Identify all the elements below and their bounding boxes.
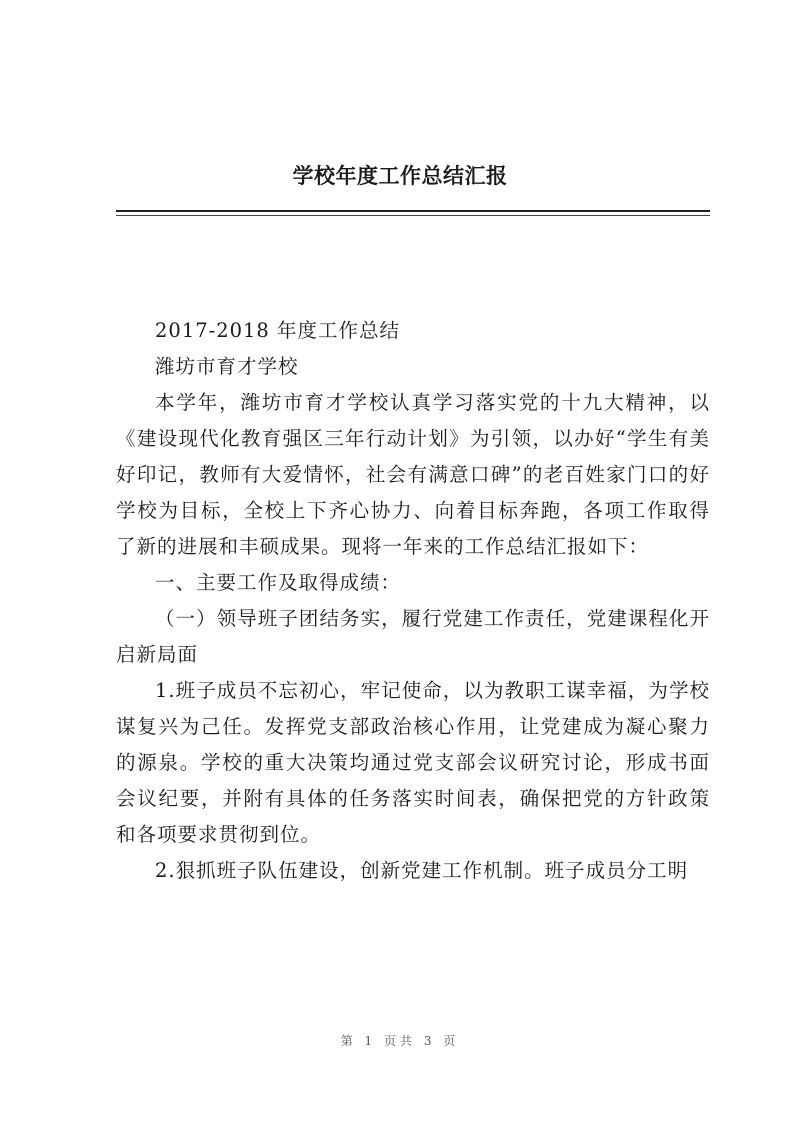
report-period-line: 2017-2018 年度工作总结 bbox=[155, 319, 401, 342]
intro-paragraph: 本学年，潍坊市育才学校认真学习落实党的十九大精神，以《建设现代化教育强区三年行动计划》为引领，以办好“学生有美好印记，教师有大爱情怀，社会有满意口碑”的老百姓家门口的好学校为目标，全校上下齐心协力、向着目标奔跑，各项工作取得了新的进展和丰硕成果。现将一年来的工作总结汇报如下： bbox=[116, 391, 710, 558]
title-underline-secondary bbox=[116, 215, 710, 216]
school-name-line: 潍坊市育才学校 bbox=[155, 355, 299, 378]
document-body bbox=[116, 313, 710, 889]
point-one-paragraph: 1.班子成员不忘初心，牢记使命，以为教职工谋幸福，为学校谋复兴为己任。发挥党支部政治核心作用，让党建成为凝心聚力的源泉。学校的重大决策均通过党支部会议研究讨论，形成书面会议纪要，并附有具体的任务落实时间表，确保把党的方针政策和各项要求贯彻到位。 bbox=[116, 679, 710, 846]
document-title: 学校年度工作总结汇报 bbox=[292, 164, 508, 188]
point-two-paragraph: 2.狠抓班子队伍建设，创新党建工作机制。班子成员分工明 bbox=[155, 859, 689, 882]
subsection-heading: （一）领导班子团结务实，履行党建工作责任，党建课程化开启新局面 bbox=[116, 607, 710, 666]
page-footer: 第 1 页共 3 页 bbox=[340, 1034, 460, 1048]
title-underline bbox=[116, 210, 710, 212]
section-heading: 一、主要工作及取得成绩： bbox=[155, 571, 402, 594]
